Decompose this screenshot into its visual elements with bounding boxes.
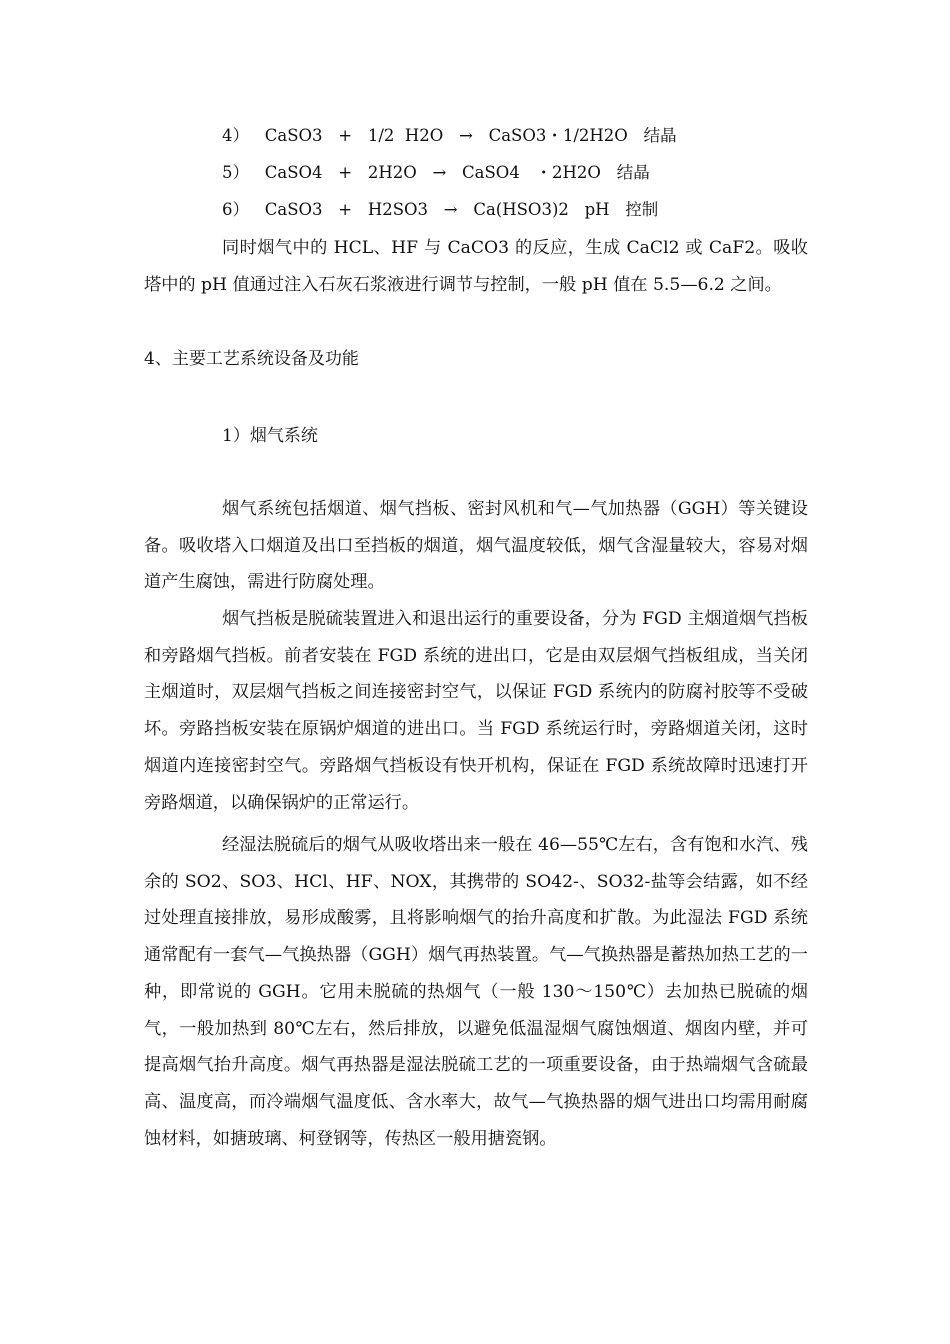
section-heading: 4、主要工艺系统设备及功能 (144, 349, 359, 369)
paragraph-flue-gas-damper: 烟气挡板是脱硫装置进入和退出运行的重要设备，分为 FGD 主烟道烟气挡板和旁路烟气挡板。前者安装在 FGD 系统的进出口，它是由双层烟气挡板组成，当关闭主烟道时，双层烟气挡板之间连接密封空气，以保证 FGD 系统内的防腐衬胶等不受破坏。旁路挡板安装在原锅炉烟道的进出口。当 FGD 系统运行时，旁路烟道关闭，这时烟道内连接密封空气。旁路烟气挡板设有快开机构，保证在 FGD 系统故障时迅速打开旁路烟道，以确保锅炉的正常运行。 (144, 609, 808, 813)
paragraph-ph-control: 同时烟气中的 HCL、HF 与 CaCO3 的反应，生成 CaCl2 或 CaF2。吸收塔中的 pH 值通过注入石灰石浆液进行调节与控制，一般 pH 值在 5.5—6.2 之间。 (144, 238, 808, 295)
sub-heading: 1）烟气系统 (222, 426, 318, 446)
paragraph-ggh: 经湿法脱硫后的烟气从吸收塔出来一般在 46—55℃左右，含有饱和水汽、残余的 SO2、SO3、HCl、HF、NOX，其携带的 SO42-、SO32-盐等会结露，如不经过处理直接排放，易形成酸雾，且将影响烟气的抬升高度和扩散。为此湿法 FGD 系统通常配有一套气—气换热器（GGH）烟气再热装置。气—气换热器是蓄热加热工艺的一种，即常说的 GGH。它用未脱硫的热烟气（一般 130～150℃）去加热已脱硫的烟气，一般加热到 80℃左右，然后排放，以避免低温湿烟气腐蚀烟道、烟囱内壁，并可提高烟气抬升高度。烟气再热器是湿法脱硫工艺的一项重要设备，由于热端烟气含硫最高、温度高，而冷端烟气温度低、含水率大，故气—气换热器的烟气进出口均需用耐腐蚀材料，如搪玻璃、柯登钢等，传热区一般用搪瓷钢。 (144, 835, 808, 1149)
paragraph-flue-gas-system: 烟气系统包括烟道、烟气挡板、密封风机和气—气加热器（GGH）等关键设备。吸收塔入口烟道及出口至挡板的烟道，烟气温度较低，烟气含湿量较大，容易对烟道产生腐蚀，需进行防腐处理。 (144, 499, 808, 593)
equation-line-4: 4） CaSO3 + 1/2 H2O → CaSO3・1/2H2O 结晶 (222, 126, 677, 145)
equation-line-6: 6） CaSO3 + H2SO3 → Ca(HSO3)2 pH 控制 (222, 200, 659, 219)
equation-line-5: 5） CaSO4 + 2H2O → CaSO4 ・2H2O 结晶 (222, 163, 650, 182)
